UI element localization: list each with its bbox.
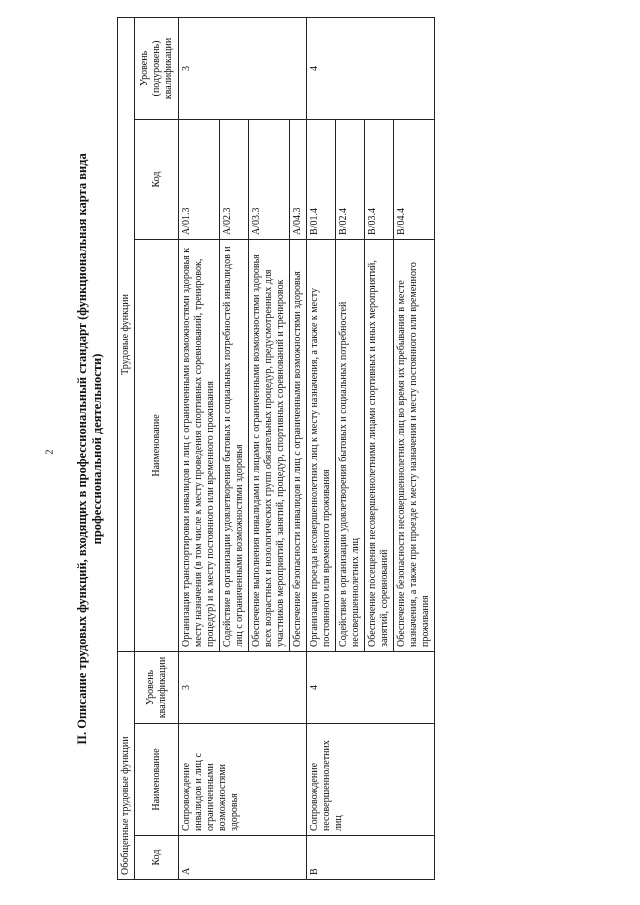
group-level: 4 [307,651,435,723]
name-header: Наименование [135,724,179,836]
group-code: B [307,836,435,880]
group-name: Сопровождение несовершеннолетних лиц [307,724,435,836]
header-row-1 [118,17,135,879]
group-name: Сопровождение инвалидов и лиц с ограниченными возможностями здоровья [179,724,307,836]
function-code: B/02.4 [336,119,365,239]
tf-name-header: Наименование [135,239,179,651]
code-header: Код [135,836,179,880]
function-name: Обеспечение безопасности инвалидов и лиц с ограниченными возможностями здоровья [290,239,307,651]
function-code: B/03.4 [365,119,394,239]
function-name: Обеспечение выполнения инвалидами и лицами с ограниченными возможностями здоровья всех возрастных и нозологических групп обязательных процедур, предусмотренных для участников мероприятий, занятий, процедур, спортивных соревнований и тренировок [249,239,290,651]
heading-line-2: профессиональной деятельности) [90,353,104,545]
level-header: Уровень квалификации [135,651,179,723]
rotated-page-content [75,18,620,880]
section-heading [75,18,105,880]
function-code: B/04.4 [394,119,435,239]
labor-functions-header: Трудовые функции [118,17,135,651]
group-level: 3 [179,651,307,723]
tf-code-header: Код [135,119,179,239]
function-code: A/03.3 [249,119,290,239]
function-name: Обеспечение посещения несовершеннолетними лицами спортивных и иных мероприятий, занятий, соревнований [365,239,394,651]
group-code: A [179,836,307,880]
function-code: A/04.3 [290,119,307,239]
function-name: Организация проезда несовершеннолетних лиц к месту назначения, а также к месту постоянного или временного проживания [307,239,336,651]
functional-map-table [117,17,435,880]
page-number: 2 [44,449,56,455]
function-code: A/02.3 [220,119,249,239]
function-code: B/01.4 [307,119,336,239]
sublevel-header: Уровень (подуровень) квалификации [135,17,179,119]
function-sublevel: 3 [179,17,307,119]
function-name: Содействие в организации удовлетворения бытовых и социальных потребностей инвалидов и лиц с ограниченными возможностями здоровья [220,239,249,651]
table-row [179,17,220,879]
function-name: Обеспечение безопасности несовершеннолетних лиц во время их пребывания в месте назначения, а также при проезде к месту назначения и месту постоянного или временного проживания [394,239,435,651]
generalized-functions-header: Обобщенные трудовые функции [118,651,135,879]
header-row-2 [135,17,179,879]
function-name: Организация транспортировки инвалидов и лиц с ограниченными возможностями здоровья к месту назначения (в том числе к месту проведения спортивных соревнований, тренировок, процедур) и к месту постоянного или временного проживания [179,239,220,651]
function-name: Содействие в организации удовлетворения бытовых и социальных потребностей несовершеннолетних лиц [336,239,365,651]
function-code: A/01.3 [179,119,220,239]
heading-line-1: II. Описание трудовых функций, входящих в профессиональный стандарт (функциональная карта вида [75,153,89,745]
function-sublevel: 4 [307,17,435,119]
table-row [307,17,336,879]
